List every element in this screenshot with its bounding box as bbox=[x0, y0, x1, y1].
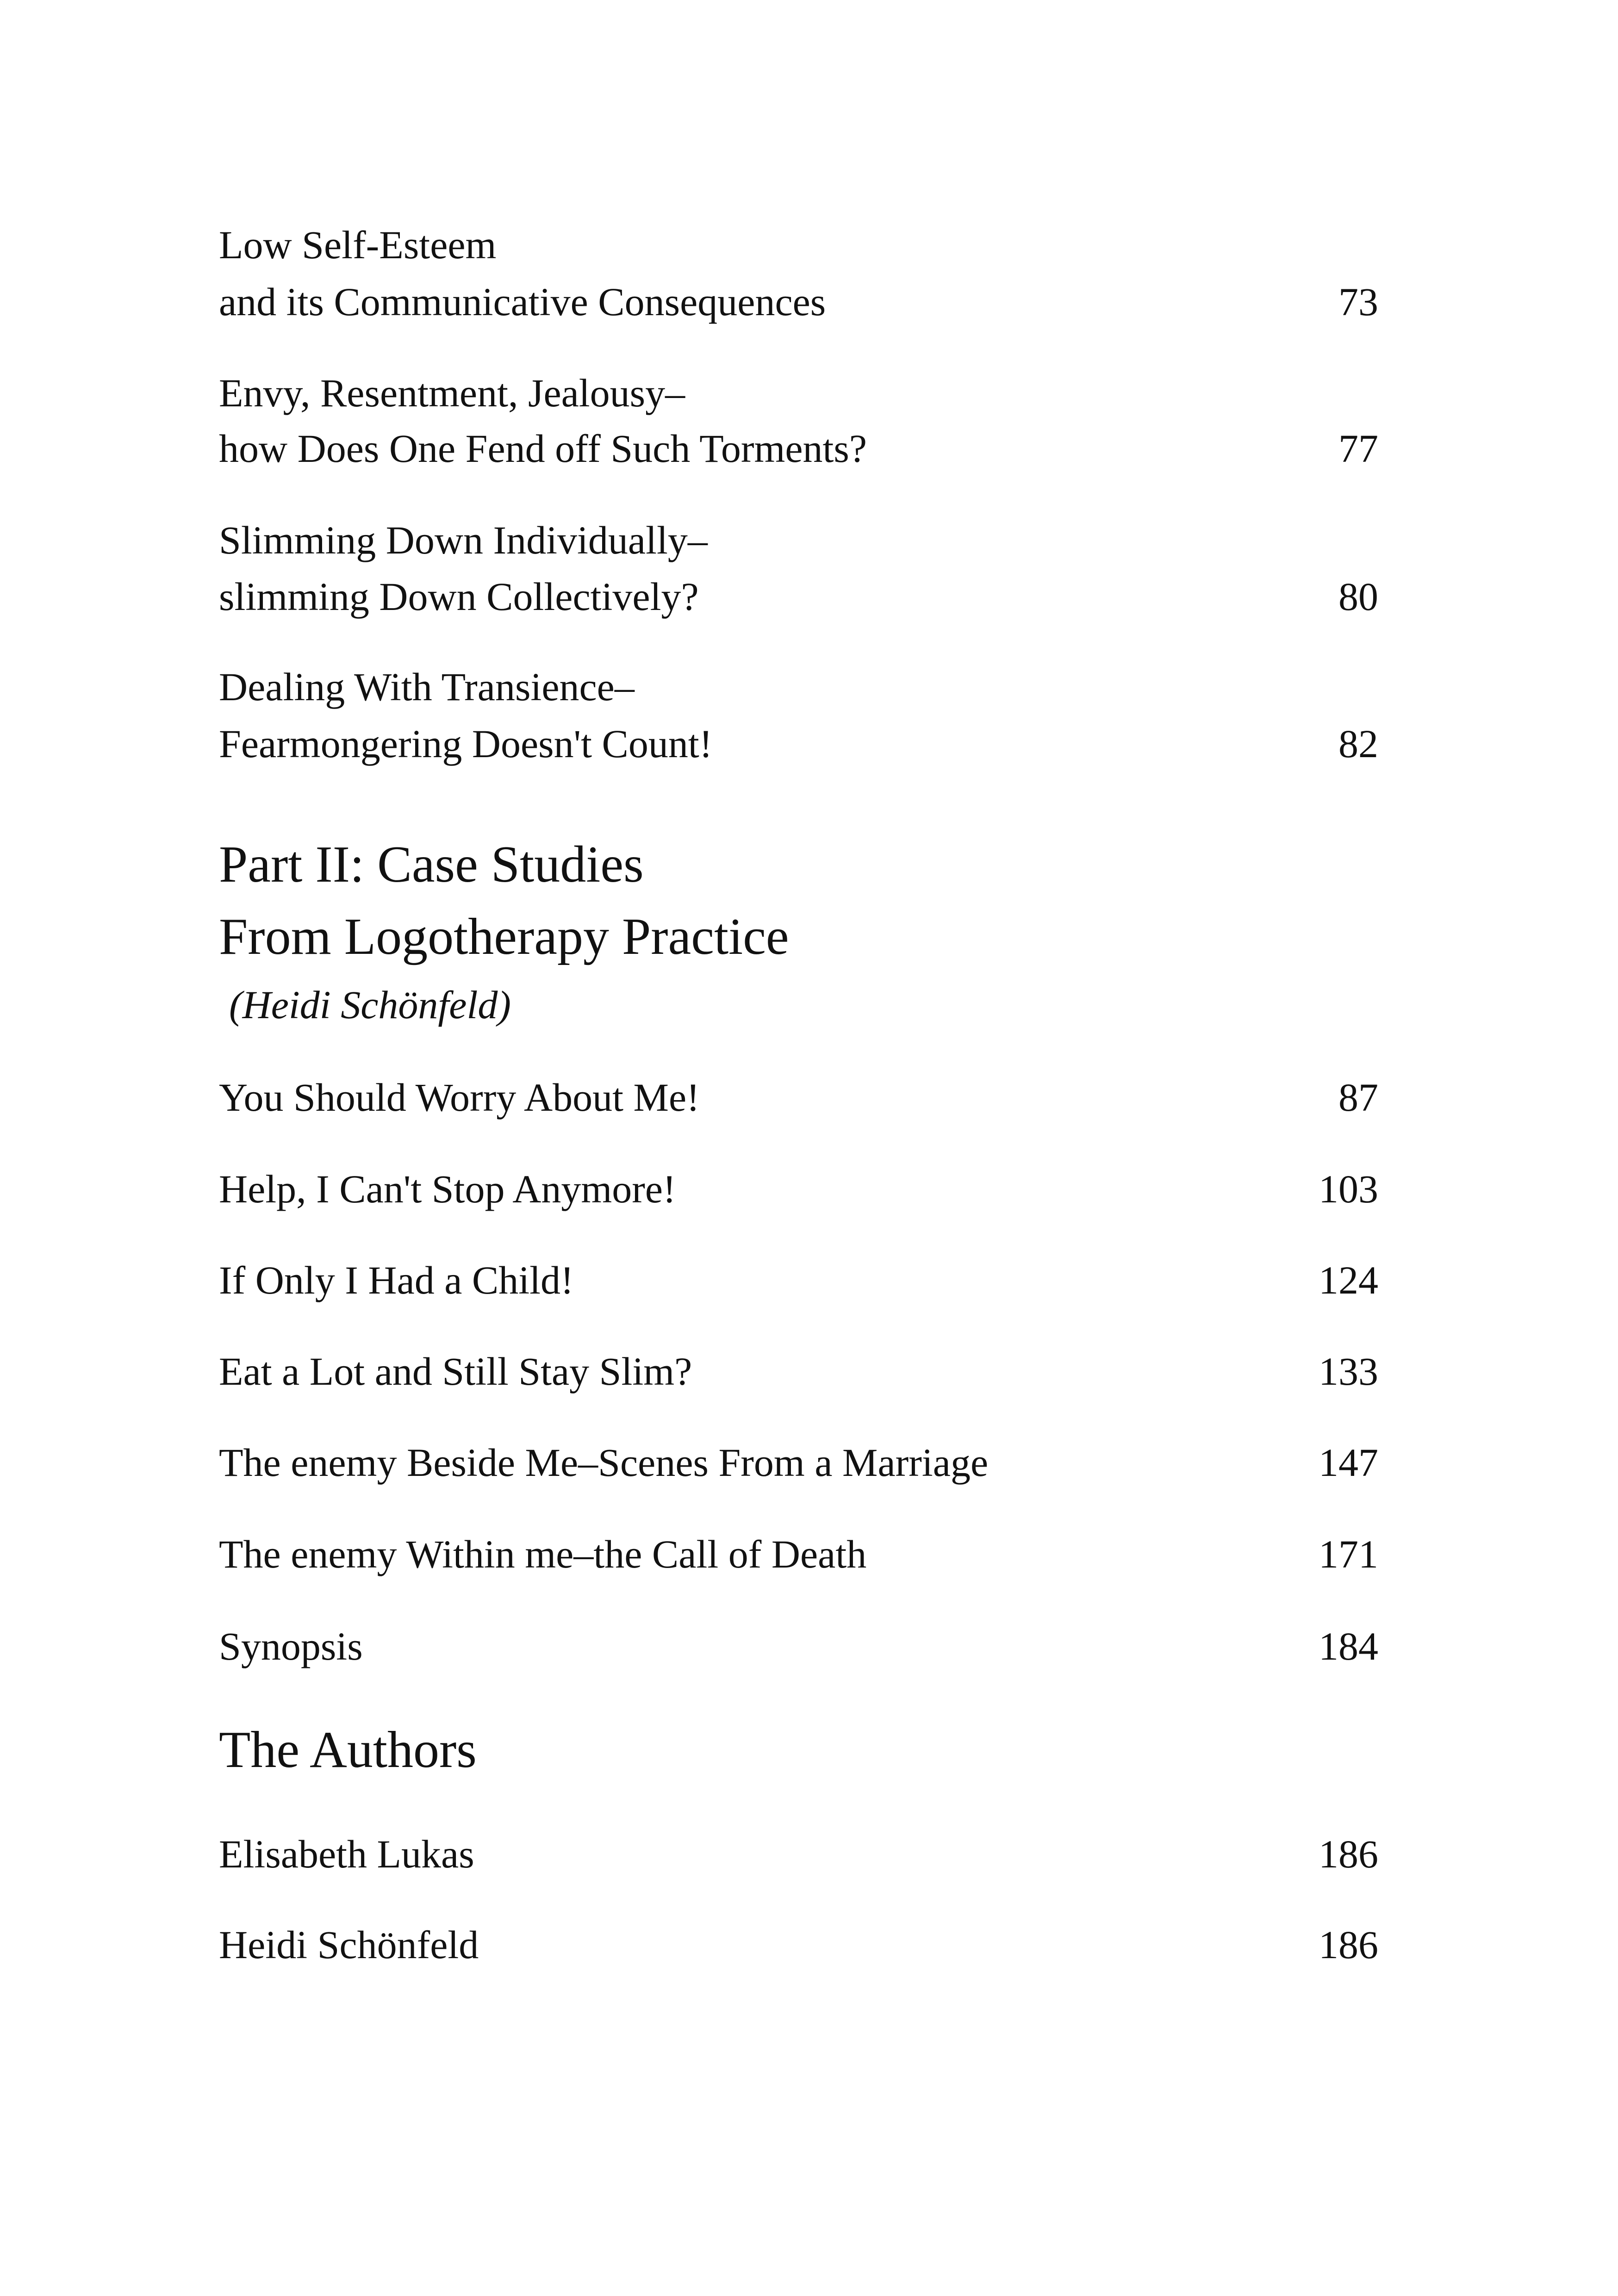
entry-page-number: 186 bbox=[1319, 1923, 1378, 1967]
entry-page-number: 124 bbox=[1319, 1258, 1378, 1302]
entry-title: The enemy Beside Me–Scenes From a Marriage bbox=[219, 1440, 989, 1485]
entry-page-number: 133 bbox=[1319, 1349, 1378, 1394]
entry-title: Eat a Lot and Still Stay Slim? bbox=[219, 1349, 692, 1394]
entry-title-line2: and its Communicative Consequences bbox=[219, 280, 826, 324]
part-heading-line1: Part II: Case Studies bbox=[219, 836, 644, 893]
entry-title: You Should Worry About Me! bbox=[219, 1075, 700, 1120]
entry-title-line2: how Does One Fend off Such Torments? bbox=[219, 426, 867, 471]
entry-title-line2: slimming Down Collectively? bbox=[219, 574, 699, 619]
part-heading-line2: From Logotherapy Practice bbox=[219, 908, 789, 965]
entry-title-line1: Low Self-Esteem bbox=[219, 223, 497, 267]
entry-page-number: 73 bbox=[1338, 280, 1378, 324]
entry-page-number: 171 bbox=[1319, 1532, 1378, 1576]
entry-title: Elisabeth Lukas bbox=[219, 1832, 474, 1876]
section-heading: The Authors bbox=[219, 1721, 477, 1779]
entry-page-number: 82 bbox=[1338, 722, 1378, 766]
entry-title-line1: Slimming Down Individually– bbox=[219, 518, 708, 562]
entry-title: The enemy Within me–the Call of Death bbox=[219, 1532, 867, 1576]
entry-title-line2: Fearmongering Doesn't Count! bbox=[219, 722, 713, 766]
entry-page-number: 186 bbox=[1319, 1832, 1378, 1876]
entry-page-number: 77 bbox=[1338, 426, 1378, 471]
entry-title-line1: Dealing With Transience– bbox=[219, 665, 635, 709]
entry-page-number: 80 bbox=[1338, 574, 1378, 619]
entry-page-number: 87 bbox=[1338, 1075, 1378, 1120]
entry-title: Synopsis bbox=[219, 1624, 363, 1668]
entry-title: Heidi Schönfeld bbox=[219, 1923, 479, 1967]
entry-title-line1: Envy, Resentment, Jealousy– bbox=[219, 371, 685, 415]
entry-page-number: 147 bbox=[1319, 1440, 1378, 1485]
entry-page-number: 103 bbox=[1319, 1167, 1378, 1211]
entry-title: If Only I Had a Child! bbox=[219, 1258, 574, 1302]
entry-page-number: 184 bbox=[1319, 1624, 1378, 1668]
entry-title: Help, I Can't Stop Anymore! bbox=[219, 1167, 676, 1211]
part-author: (Heidi Schönfeld) bbox=[229, 983, 511, 1027]
